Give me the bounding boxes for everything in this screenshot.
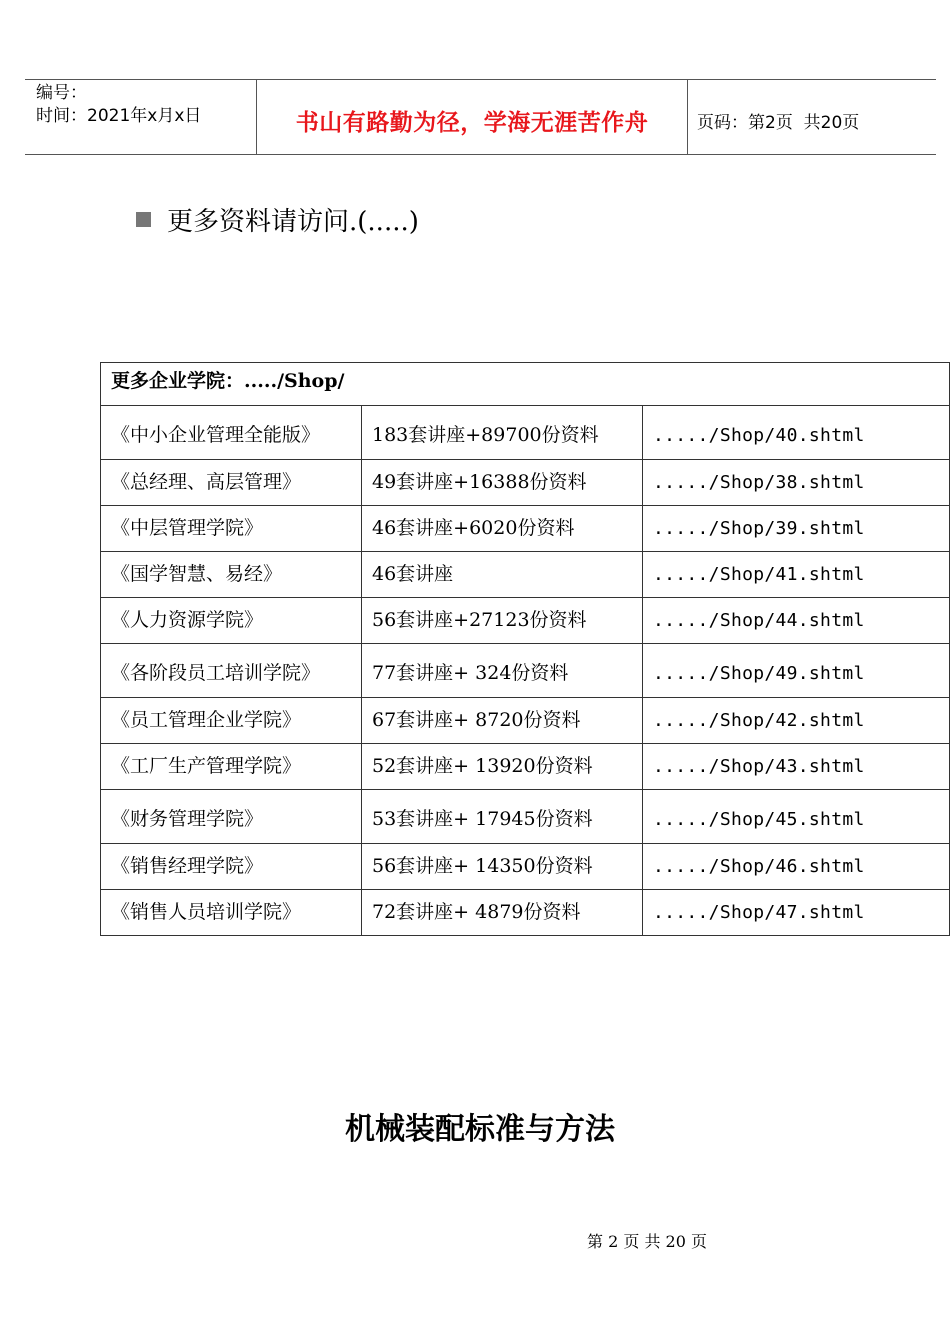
table-row [101,844,950,890]
course-count: 56套讲座+27123份资料 [362,598,643,644]
course-count: 183套讲座+89700份资料 [362,406,643,460]
course-url: ...../Shop/43.shtml [643,744,950,790]
table-row [101,406,950,460]
course-count: 77套讲座+ 324份资料 [362,644,643,698]
course-url: ...../Shop/38.shtml [643,460,950,506]
square-bullet-icon [136,212,151,227]
course-name: 《国学智慧、易经》 [101,552,362,598]
header-page-info: 页码：第2页 共20页 [697,113,860,133]
course-name: 《员工管理企业学院》 [101,698,362,744]
document-title: 机械装配标准与方法 [345,1112,615,1147]
course-url: ...../Shop/49.shtml [643,644,950,698]
course-name: 《工厂生产管理学院》 [101,744,362,790]
course-name: 《销售人员培训学院》 [101,890,362,936]
course-count: 72套讲座+ 4879份资料 [362,890,643,936]
course-url: ...../Shop/44.shtml [643,598,950,644]
course-name: 《人力资源学院》 [101,598,362,644]
table-title: 更多企业学院：...../Shop/ [101,363,950,406]
course-count: 49套讲座+16388份资料 [362,460,643,506]
course-name: 《中小企业管理全能版》 [101,406,362,460]
table-row [101,790,950,844]
table-row [101,744,950,790]
course-count: 46套讲座 [362,552,643,598]
course-count: 53套讲座+ 17945份资料 [362,790,643,844]
table-row [101,698,950,744]
course-name: 《各阶段员工培训学院》 [101,644,362,698]
course-count: 52套讲座+ 13920份资料 [362,744,643,790]
visit-more-text: 更多资料请访问.(.....) [167,207,419,237]
course-name: 《销售经理学院》 [101,844,362,890]
visit-more-line [136,201,419,238]
table-row [101,598,950,644]
course-url: ...../Shop/39.shtml [643,506,950,552]
course-count: 67套讲座+ 8720份资料 [362,698,643,744]
course-url: ...../Shop/47.shtml [643,890,950,936]
course-url: ...../Shop/45.shtml [643,790,950,844]
table-row [101,644,950,698]
time-label: 时间：2021年x月x日 [36,106,202,126]
table-row [101,506,950,552]
table-row [101,460,950,506]
table-row [101,890,950,936]
academy-table [100,362,950,936]
page-footer: 第 2 页 共 20 页 [587,1232,707,1251]
course-url: ...../Shop/46.shtml [643,844,950,890]
header-divider [687,80,688,155]
header-meta [36,82,201,128]
course-url: ...../Shop/40.shtml [643,406,950,460]
course-name: 《中层管理学院》 [101,506,362,552]
course-count: 46套讲座+6020份资料 [362,506,643,552]
course-name: 《总经理、高层管理》 [101,460,362,506]
page-header [25,79,936,155]
course-name: 《财务管理学院》 [101,790,362,844]
serial-label: 编号： [36,83,87,103]
course-url: ...../Shop/41.shtml [643,552,950,598]
course-count: 56套讲座+ 14350份资料 [362,844,643,890]
table-row [101,552,950,598]
table-title-row [101,363,950,406]
course-url: ...../Shop/42.shtml [643,698,950,744]
header-motto: 书山有路勤为径，学海无涯苦作舟 [295,110,649,136]
